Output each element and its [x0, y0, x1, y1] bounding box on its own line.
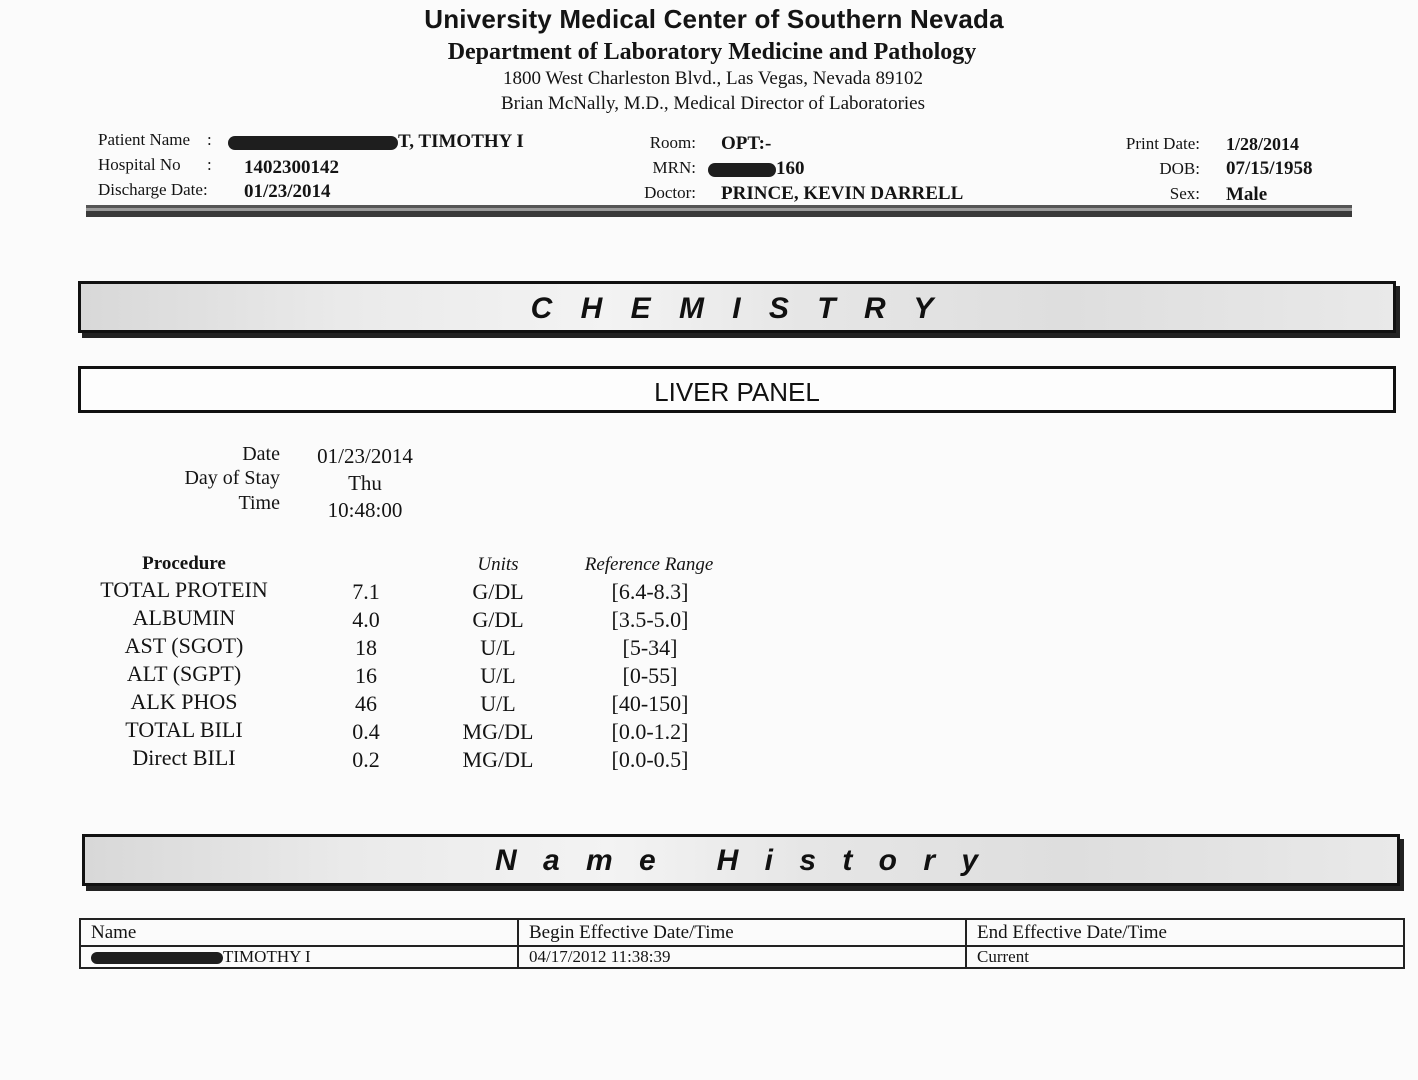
result-units: U/L	[480, 663, 516, 688]
dob-label: DOB:	[1159, 159, 1200, 178]
result-units: MG/DL	[462, 747, 534, 772]
patient-name-label: Patient Name	[98, 130, 191, 149]
header-divider	[86, 205, 1352, 217]
print-date-value: 1/28/2014	[1226, 134, 1300, 154]
begin-date-column-header: Begin Effective Date/Time	[518, 919, 966, 946]
name-column-header: Name	[80, 919, 518, 946]
procedure-name: ALT (SGPT)	[126, 661, 242, 686]
panel-title: LIVER PANEL	[654, 377, 820, 407]
reference-range: [0.0-1.2]	[611, 719, 689, 744]
reference-range-column-header: Reference Range	[584, 554, 714, 575]
table-row	[80, 946, 1404, 968]
print-date-label: Print Date:	[1125, 134, 1200, 153]
reference-range: [0.0-0.5]	[611, 747, 689, 772]
redaction-mark	[708, 163, 776, 177]
mrn-text: 160	[776, 158, 805, 179]
name-history-heading: N a m e H i s t o r y	[494, 844, 988, 877]
room-label: Room:	[649, 133, 696, 152]
doctor-value: PRINCE, KEVIN DARRELL	[721, 183, 964, 204]
doctor-label: Doctor:	[644, 183, 696, 202]
time-label: Time	[238, 492, 280, 514]
day-of-stay-label: Day of Stay	[184, 467, 280, 489]
reference-range: [0-55]	[622, 663, 678, 688]
reference-range: [3.5-5.0]	[611, 607, 689, 632]
dob-value: 07/15/1958	[1226, 158, 1313, 179]
name-history-section-bar	[82, 834, 1400, 886]
hospital-no-value: 1402300142	[244, 157, 339, 178]
discharge-date-value: 01/23/2014	[244, 181, 331, 202]
result-units: U/L	[480, 691, 516, 716]
result-value: 18	[355, 635, 377, 660]
result-value: 46	[355, 691, 377, 716]
name-history-table	[79, 918, 1405, 969]
date-value: 01/23/2014	[317, 444, 413, 468]
procedure-name: TOTAL PROTEIN	[100, 577, 268, 602]
result-units: U/L	[480, 635, 516, 660]
procedure-name: ALBUMIN	[132, 605, 236, 630]
sex-label: Sex:	[1169, 184, 1200, 203]
chemistry-section-bar	[78, 281, 1396, 333]
day-of-stay-value: Thu	[348, 471, 382, 495]
patient-name-value	[228, 131, 524, 153]
chemistry-heading: C H E M I S T R Y	[530, 292, 944, 325]
sex-value: Male	[1226, 184, 1268, 205]
result-units: MG/DL	[462, 719, 534, 744]
result-units: G/DL	[472, 607, 524, 632]
result-value: 4.0	[352, 607, 380, 632]
reference-range: [6.4-8.3]	[611, 579, 689, 604]
director-line: Brian McNally, M.D., Medical Director of Laboratories	[500, 93, 926, 114]
mrn-value	[708, 158, 805, 180]
procedure-name: ALK PHOS	[130, 689, 238, 714]
address-line: 1800 West Charleston Blvd., Las Vegas, Nevada 89102	[503, 68, 923, 89]
table-header-row	[80, 919, 1404, 946]
room-value: OPT:-	[721, 133, 772, 154]
result-units: G/DL	[472, 579, 524, 604]
reference-range: [5-34]	[622, 635, 678, 660]
institution-title: University Medical Center of Southern Nevada	[424, 4, 1004, 34]
colon-separator: :	[207, 130, 212, 149]
reference-range: [40-150]	[611, 691, 689, 716]
procedure-column-header: Procedure	[142, 553, 226, 574]
procedure-name: Direct BILI	[132, 745, 236, 770]
procedure-name: TOTAL BILI	[125, 717, 243, 742]
department-title: Department of Laboratory Medicine and Pathology	[447, 39, 977, 65]
result-value: 0.4	[352, 719, 380, 744]
history-begin-cell: 04/17/2012 11:38:39	[518, 946, 966, 968]
redaction-mark	[228, 136, 398, 150]
colon-separator: :	[207, 155, 212, 174]
hospital-no-label: Hospital No	[98, 155, 181, 174]
discharge-date-label: Discharge Date:	[98, 180, 208, 199]
mrn-label: MRN:	[652, 158, 696, 177]
time-value: 10:48:00	[327, 498, 403, 522]
units-column-header: Units	[477, 554, 519, 575]
end-date-column-header: End Effective Date/Time	[966, 919, 1404, 946]
date-label: Date	[242, 443, 280, 465]
history-end-cell: Current	[966, 946, 1404, 968]
result-value: 7.1	[352, 579, 380, 604]
liver-panel-box	[78, 366, 1396, 413]
history-name-cell	[80, 946, 518, 968]
history-name-text: TIMOTHY I	[223, 947, 311, 966]
result-value: 16	[355, 663, 377, 688]
procedure-name: AST (SGOT)	[124, 633, 244, 658]
redaction-mark	[91, 952, 223, 964]
result-value: 0.2	[352, 747, 380, 772]
patient-name-text: T, TIMOTHY I	[398, 131, 524, 152]
